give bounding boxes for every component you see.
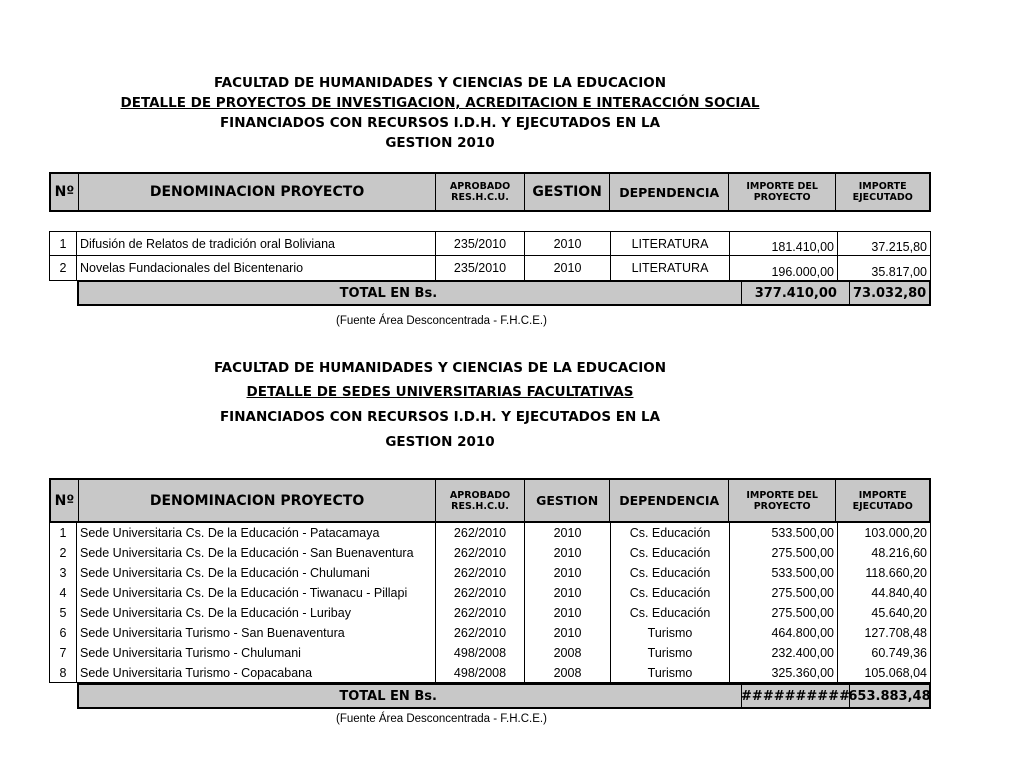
cell-gestion: 2010 xyxy=(525,232,611,255)
cell-n: 5 xyxy=(49,603,77,623)
table-row xyxy=(49,643,931,663)
cell-n: 4 xyxy=(49,583,77,603)
cell-denominacion: Sede Universitaria Cs. De la Educación - Chulumani xyxy=(77,563,436,583)
cell-n: 8 xyxy=(49,663,77,682)
col-header-aprobado-line2: RES.H.C.U. xyxy=(451,192,509,203)
col-header-aprobado-line1: APROBADO xyxy=(449,489,511,501)
table-row xyxy=(49,256,931,281)
cell-importe-proyecto: 196.000,00 xyxy=(730,256,838,280)
col-header-aprobado xyxy=(436,480,525,521)
col-header-importe-ejecutado-line1: IMPORTE xyxy=(858,181,907,192)
table-row xyxy=(49,663,931,683)
cell-importe-ejecutado: 48.216,60 xyxy=(838,543,931,563)
section1-source-note: (Fuente Área Desconcentrada - F.H.C.E.) xyxy=(336,315,547,327)
cell-dependencia: Turismo xyxy=(611,663,730,682)
section2-title-faculty: FACULTAD DE HUMANIDADES Y CIENCIAS DE LA EDUCACION xyxy=(213,360,667,376)
cell-dependencia: LITERATURA xyxy=(611,256,730,280)
section2-table-header xyxy=(49,478,931,523)
cell-dependencia: Cs. Educación xyxy=(611,603,730,623)
cell-importe-proyecto: 275.500,00 xyxy=(730,543,838,563)
section2-title-gestion: GESTION 2010 xyxy=(385,434,495,450)
col-header-aprobado-line1: APROBADO xyxy=(449,181,511,192)
cell-denominacion: Sede Universitaria Turismo - Copacabana xyxy=(77,663,436,682)
table-row xyxy=(49,563,931,583)
section1-title-gestion: GESTION 2010 xyxy=(385,135,495,151)
cell-n: 3 xyxy=(49,563,77,583)
cell-gestion: 2010 xyxy=(525,523,611,543)
cell-aprobado: 262/2010 xyxy=(436,603,525,623)
cell-gestion: 2010 xyxy=(525,583,611,603)
total-importe-proyecto: 377.410,00 xyxy=(741,282,849,304)
col-header-importe-proyecto-line1: IMPORTE DEL xyxy=(746,489,818,501)
col-header-importe-proyecto xyxy=(729,480,837,521)
cell-importe-proyecto: 464.800,00 xyxy=(730,623,838,643)
table-row xyxy=(49,523,931,543)
section2-title-financing: FINANCIADOS CON RECURSOS I.D.H. Y EJECUTADOS EN LA xyxy=(219,409,661,425)
cell-gestion: 2010 xyxy=(525,603,611,623)
cell-n: 2 xyxy=(49,256,77,280)
cell-importe-proyecto: 533.500,00 xyxy=(730,563,838,583)
cell-denominacion: Sede Universitaria Cs. De la Educación - Tiwanacu - Pillapi xyxy=(77,583,436,603)
col-header-importe-ejecutado xyxy=(836,174,929,210)
section2-table-body xyxy=(49,523,931,683)
col-header-dependencia: DEPENDENCIA xyxy=(610,174,728,210)
total-importe-ejecutado: 653.883,48 xyxy=(849,685,929,707)
col-header-gestion: GESTION xyxy=(525,174,611,210)
section1-title-financing: FINANCIADOS CON RECURSOS I.D.H. Y EJECUTADOS EN LA xyxy=(219,115,661,131)
cell-importe-ejecutado: 105.068,04 xyxy=(838,663,931,682)
total-label: TOTAL EN Bs. xyxy=(339,285,438,301)
cell-aprobado: 262/2010 xyxy=(436,543,525,563)
cell-importe-ejecutado: 44.840,40 xyxy=(838,583,931,603)
cell-aprobado: 235/2010 xyxy=(436,232,525,255)
cell-aprobado: 498/2008 xyxy=(436,663,525,682)
cell-dependencia: Cs. Educación xyxy=(611,563,730,583)
cell-importe-proyecto: 533.500,00 xyxy=(730,523,838,543)
section1-title-faculty: FACULTAD DE HUMANIDADES Y CIENCIAS DE LA EDUCACION xyxy=(213,75,667,91)
cell-gestion: 2010 xyxy=(525,543,611,563)
section1-table-header xyxy=(49,172,931,212)
col-header-denominacion: DENOMINACION PROYECTO xyxy=(79,480,436,521)
total-label: TOTAL EN Bs. xyxy=(339,688,437,704)
cell-dependencia: Cs. Educación xyxy=(611,523,730,543)
col-header-importe-ejecutado-line1: IMPORTE xyxy=(858,489,907,501)
section2-total-row xyxy=(77,683,931,709)
col-header-aprobado xyxy=(436,174,525,210)
table-row xyxy=(49,583,931,603)
cell-importe-proyecto: 275.500,00 xyxy=(730,603,838,623)
col-header-n: Nº xyxy=(51,480,79,521)
cell-denominacion: Novelas Fundacionales del Bicentenario xyxy=(77,256,436,280)
cell-denominacion: Sede Universitaria Turismo - San Buenaventura xyxy=(77,623,436,643)
table-row xyxy=(49,623,931,643)
cell-importe-ejecutado: 60.749,36 xyxy=(838,643,931,663)
col-header-importe-proyecto-line2: PROYECTO xyxy=(753,500,811,512)
table-row xyxy=(49,543,931,563)
col-header-importe-ejecutado xyxy=(836,480,929,521)
cell-n: 1 xyxy=(49,523,77,543)
cell-dependencia: LITERATURA xyxy=(611,232,730,255)
total-spacer xyxy=(437,282,741,304)
cell-importe-ejecutado: 37.215,80 xyxy=(838,232,931,255)
cell-aprobado: 262/2010 xyxy=(436,583,525,603)
cell-importe-proyecto: 275.500,00 xyxy=(730,583,838,603)
cell-n: 7 xyxy=(49,643,77,663)
cell-denominacion: Sede Universitaria Cs. De la Educación - Luribay xyxy=(77,603,436,623)
table-row xyxy=(49,603,931,623)
cell-aprobado: 498/2008 xyxy=(436,643,525,663)
col-header-dependencia: DEPENDENCIA xyxy=(610,480,728,521)
col-header-importe-ejecutado-line2: EJECUTADO xyxy=(852,500,913,512)
cell-n: 1 xyxy=(49,232,77,255)
cell-dependencia: Cs. Educación xyxy=(611,583,730,603)
col-header-denominacion: DENOMINACION PROYECTO xyxy=(79,174,436,210)
cell-denominacion: Sede Universitaria Cs. De la Educación - San Buenaventura xyxy=(77,543,436,563)
cell-gestion: 2008 xyxy=(525,643,611,663)
col-header-gestion: GESTION xyxy=(525,480,611,521)
col-header-importe-proyecto-line2: PROYECTO xyxy=(753,192,811,203)
col-header-importe-proyecto-line1: IMPORTE DEL xyxy=(746,181,818,192)
section2-title-detail: DETALLE DE SEDES UNIVERSITARIAS FACULTATIVAS xyxy=(246,384,634,400)
cell-gestion: 2010 xyxy=(525,563,611,583)
cell-importe-proyecto: 232.400,00 xyxy=(730,643,838,663)
col-header-importe-proyecto xyxy=(729,174,837,210)
cell-denominacion: Sede Universitaria Turismo - Chulumani xyxy=(77,643,436,663)
total-spacer xyxy=(437,685,741,707)
cell-gestion: 2010 xyxy=(525,256,611,280)
cell-gestion: 2008 xyxy=(525,663,611,682)
cell-dependencia: Turismo xyxy=(611,643,730,663)
cell-importe-proyecto: 325.360,00 xyxy=(730,663,838,682)
table-row xyxy=(49,231,931,256)
cell-aprobado: 262/2010 xyxy=(436,623,525,643)
cell-importe-ejecutado: 103.000,20 xyxy=(838,523,931,543)
col-header-aprobado-line2: RES.H.C.U. xyxy=(451,500,509,512)
cell-aprobado: 235/2010 xyxy=(436,256,525,280)
cell-denominacion: Difusión de Relatos de tradición oral Boliviana xyxy=(77,232,436,255)
col-header-n: Nº xyxy=(51,174,79,210)
cell-importe-ejecutado: 45.640,20 xyxy=(838,603,931,623)
section1-title-detail: DETALLE DE PROYECTOS DE INVESTIGACION, ACREDITACION E INTERACCIÓN SOCIAL xyxy=(120,95,760,111)
cell-importe-proyecto: 181.410,00 xyxy=(730,232,838,255)
cell-importe-ejecutado: 35.817,00 xyxy=(838,256,931,280)
cell-importe-ejecutado: 118.660,20 xyxy=(838,563,931,583)
cell-dependencia: Turismo xyxy=(611,623,730,643)
cell-gestion: 2010 xyxy=(525,623,611,643)
cell-importe-ejecutado: 127.708,48 xyxy=(838,623,931,643)
cell-n: 2 xyxy=(49,543,77,563)
total-importe-proyecto: ########## xyxy=(741,685,849,707)
section1-table-body xyxy=(49,231,931,281)
section2-source-note: (Fuente Área Desconcentrada - F.H.C.E.) xyxy=(336,713,547,725)
cell-n: 6 xyxy=(49,623,77,643)
cell-aprobado: 262/2010 xyxy=(436,563,525,583)
section1-total-row xyxy=(77,280,931,306)
total-importe-ejecutado: 73.032,80 xyxy=(849,282,929,304)
cell-denominacion: Sede Universitaria Cs. De la Educación - Patacamaya xyxy=(77,523,436,543)
cell-aprobado: 262/2010 xyxy=(436,523,525,543)
col-header-importe-ejecutado-line2: EJECUTADO xyxy=(852,192,913,203)
cell-dependencia: Cs. Educación xyxy=(611,543,730,563)
